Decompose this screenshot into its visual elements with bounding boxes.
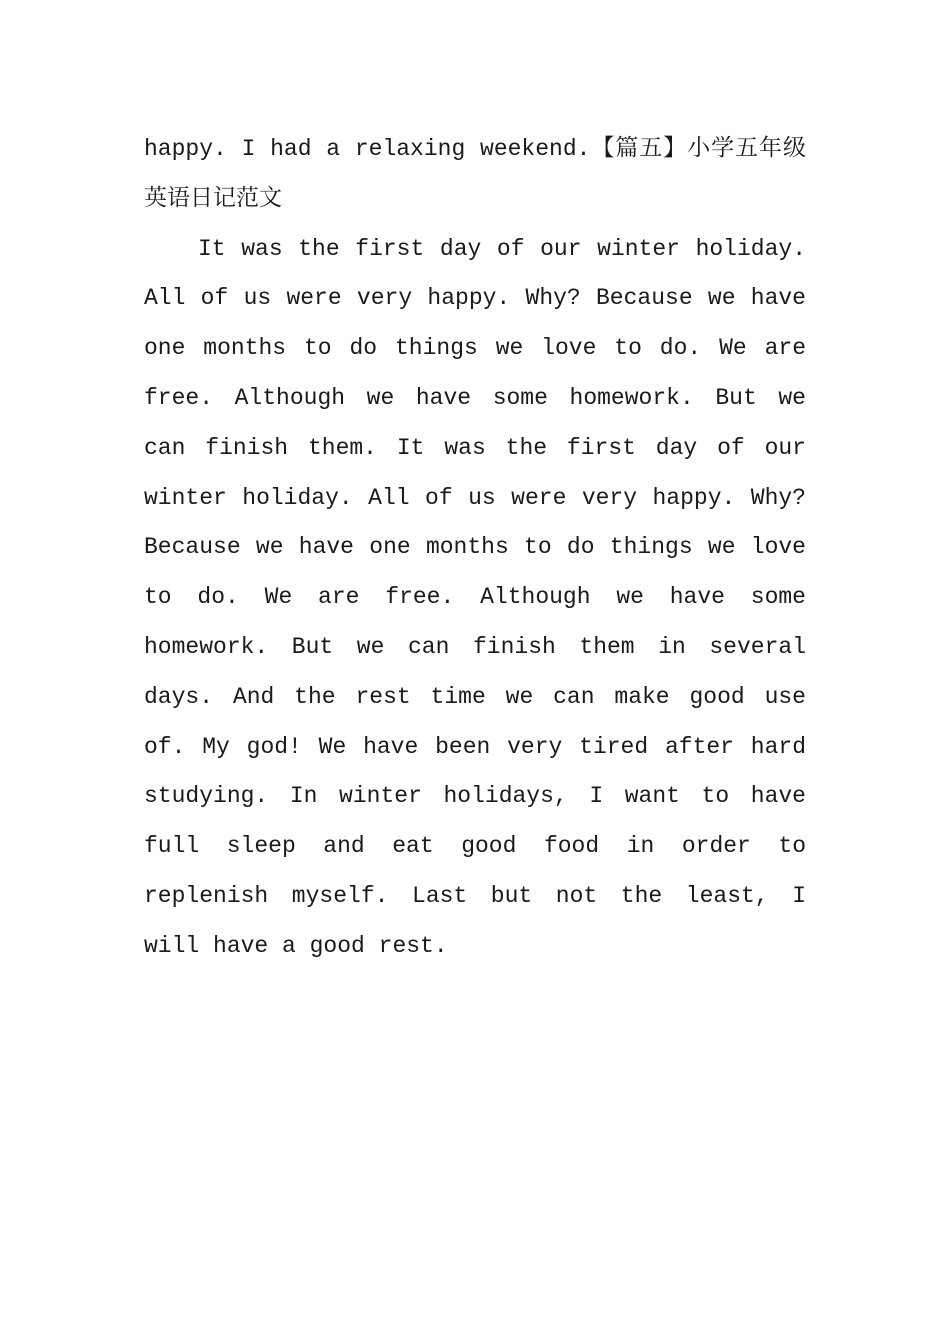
paragraph-continuation: happy. I had a relaxing weekend.【篇五】小学五年级英语日记范文 [144,136,806,212]
document-body [144,125,806,972]
paragraph-winter-holiday: It was the first day of our winter holiday. All of us were very happy. Why? Because we have one months to do things we love to do. We are free. Although we have some homework. But we can finish them. It was the first day of our winter holiday. All of us were very happy. Why? Because we have one months to do things we love to do. We are free. Although we have some homework. But we can finish them in several days. And the rest time we can make good use of. My god! We have been very tired after hard studying. In winter holidays, I want to have full sleep and eat good food in order to replenish myself. Last but not the least, I will have a good rest. [144,235,806,959]
